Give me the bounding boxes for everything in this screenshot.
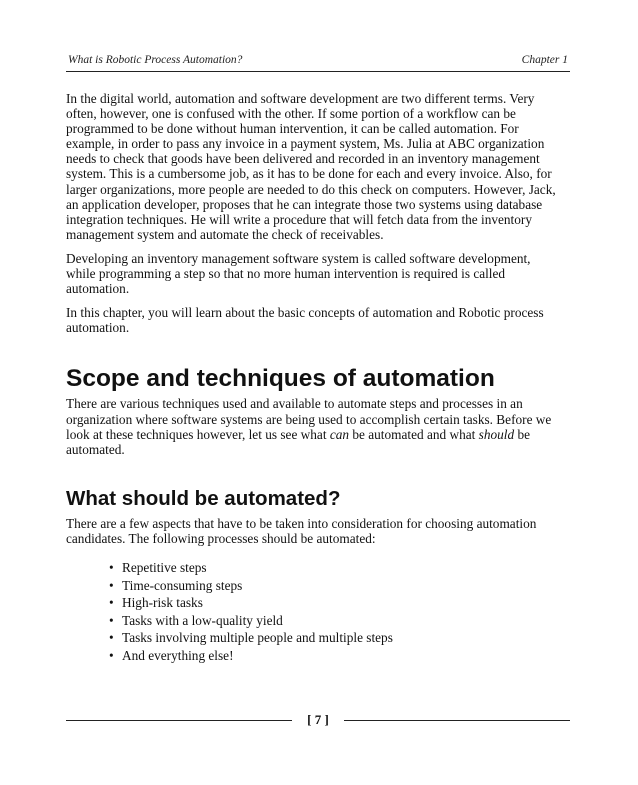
paragraph-scope xyxy=(66,396,562,456)
page-footer xyxy=(66,710,570,730)
paragraph-candidates-intro: There are a few aspects that have to be taken into consideration for choosing automation candidates. The following processes should be automated: xyxy=(66,515,537,546)
paragraph-chapter-overview: In this chapter, you will learn about the basic concepts of automation and Robotic process automation. xyxy=(66,305,544,336)
scope-text-part2: be automated and what xyxy=(349,426,479,442)
bullet-icon: • xyxy=(109,559,114,575)
running-header xyxy=(66,53,570,72)
bullet-icon: • xyxy=(109,577,114,593)
automation-candidates-list xyxy=(66,560,562,663)
section-heading-what-to-automate: What should be automated? xyxy=(66,486,341,510)
header-chapter: Chapter 1 xyxy=(521,54,568,66)
bullet-icon: • xyxy=(109,647,114,663)
bullet-icon: • xyxy=(109,630,114,646)
page-content xyxy=(66,91,562,666)
header-book-title: What is Robotic Process Automation? xyxy=(68,54,243,66)
list-item: • Repetitive steps xyxy=(109,559,207,575)
scope-text-part1: There are various techniques used and available to automate steps and processes in an organization where software systems are being used to accomplish certain tasks. Before we look at these techniques however, let us see what xyxy=(66,396,552,442)
page-number: [ 7 ] xyxy=(307,712,329,727)
paragraph-definition: Developing an inventory management software system is called software development, while programming a step so that no more human intervention is required is called automation. xyxy=(66,250,531,297)
list-item: • And everything else! xyxy=(109,647,234,663)
scope-text-part3: be automated. xyxy=(66,426,531,457)
list-item: • High-risk tasks xyxy=(109,595,203,611)
bullet-icon: • xyxy=(109,612,114,628)
scope-emphasis-should: should xyxy=(478,426,515,442)
footer-rule-right xyxy=(344,720,570,721)
paragraph-intro: In the digital world, automation and software development are two different terms. Very often, however, one is confused with the other. If some portion of a workflow can be programmed to be done without human intervention, it can be called automation. For example, in order to pass any invoice in a payment system, Ms. Julia at ABC organization needs to check that goods have been delivered and recorded in an inventory management system. This is a cumbersome job, as it has to be done for each and every invoice. Also, for larger organizations, more people are needed to do this check on computers. However, Jack, an application developer, proposes that he can integrate those two systems using database integration techniques. He will write a procedure that will fetch data from the inventory management system and automate the check of receivables. xyxy=(66,91,556,242)
list-item: • Time-consuming steps xyxy=(109,577,243,593)
section-heading-scope: Scope and techniques of automation xyxy=(66,365,495,393)
scope-emphasis-can: can xyxy=(329,426,350,442)
list-item: • Tasks with a low-quality yield xyxy=(109,612,283,628)
list-item: • Tasks involving multiple people and multiple steps xyxy=(109,630,393,646)
bullet-icon: • xyxy=(109,595,114,611)
